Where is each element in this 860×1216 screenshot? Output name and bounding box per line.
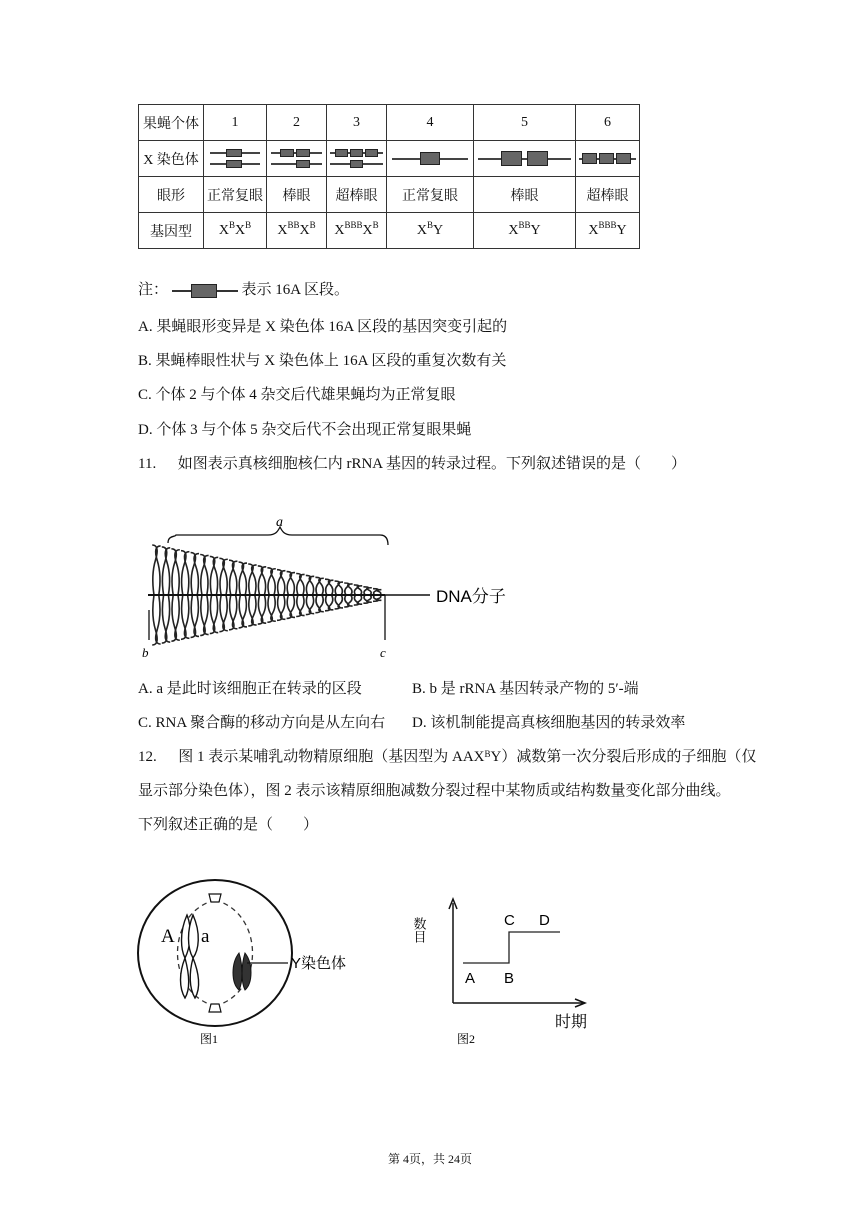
rna-fiber <box>348 595 353 606</box>
rna-fiber <box>348 584 353 595</box>
y-chromatid-right <box>242 953 251 990</box>
q12-stem-line3: 下列叙述正确的是（ ） <box>138 817 319 833</box>
q11-option-a: A. a 是此时该细胞正在转录的区段 <box>138 681 362 697</box>
genotype-cell: $X^{BB}Y$ <box>474 213 576 249</box>
x-axis-label: 时期 <box>555 1014 588 1031</box>
header-cell: 4 <box>387 105 474 141</box>
genotype-cell: $X^{BBB}Y$ <box>576 213 640 249</box>
chromosome-diagram <box>327 141 387 177</box>
dna-label: DNA分子 <box>436 587 506 606</box>
rna-fiber <box>328 595 333 610</box>
rna-fiber <box>280 571 285 595</box>
figure-2-caption: 图2 <box>457 1032 476 1046</box>
q10-option-b: B. 果蝇棒眼性状与 X 染色体上 16A 区段的重复次数有关 <box>138 353 507 369</box>
eye-shape-cell: 正常复眼 <box>387 177 474 213</box>
rna-fiber <box>319 578 324 595</box>
rna-fiber <box>223 559 228 595</box>
genotype-cell: $X^{BB}X^B$ <box>267 213 327 249</box>
header-cell: 3 <box>327 105 387 141</box>
rna-fiber <box>232 561 237 595</box>
spindle-right <box>215 900 253 1006</box>
row-label: 基因型 <box>139 213 204 249</box>
rna-fiber <box>357 586 362 595</box>
rna-fiber <box>156 595 161 644</box>
rna-fiber <box>165 595 170 642</box>
cell-figure-1 <box>135 878 370 1048</box>
chromosome-diagram <box>474 141 576 177</box>
label-b: b <box>142 645 149 660</box>
centrosome-top <box>209 894 221 902</box>
rna-fiber <box>300 574 305 595</box>
quantity-curve-figure-2 <box>411 895 615 1050</box>
q11-stem <box>138 453 686 475</box>
genotype-cell: $X^BY$ <box>387 213 474 249</box>
question-number: 11. <box>138 456 157 472</box>
q12-stem-line1: 12. 图 1 表示某哺乳动物精原细胞（基因型为 $AAX^BY$）减数第一次分裂后形成的子细胞（仅 <box>138 749 757 765</box>
genotype-cell: $X^BX^B$ <box>204 213 267 249</box>
q10-option-d: D. 个体 3 与个体 5 杂交后代不会出现正常复眼果蝇 <box>138 422 472 438</box>
figure-1-caption: 图1 <box>200 1032 219 1046</box>
eye-shape-cell: 棒眼 <box>267 177 327 213</box>
rna-fiber <box>204 555 209 595</box>
rna-fiber <box>194 554 199 595</box>
rna-fiber <box>175 550 180 595</box>
rna-fiber <box>338 595 343 608</box>
y-axis-label: 数目 <box>411 917 427 943</box>
label-a: a <box>276 515 283 530</box>
rna-fiber <box>328 580 333 595</box>
segment-legend-icon <box>172 284 238 298</box>
rna-fiber <box>271 595 276 621</box>
eye-shape-cell: 超棒眼 <box>327 177 387 213</box>
chromosome-a <box>189 915 199 998</box>
rna-fiber <box>357 595 362 604</box>
rna-fiber <box>271 569 276 595</box>
centrosome-bottom <box>209 1004 221 1012</box>
genotype-table <box>138 104 640 249</box>
chromosome-diagram <box>267 141 327 177</box>
row-label: 眼形 <box>139 177 204 213</box>
chromosome-diagram <box>387 141 474 177</box>
rna-fiber <box>309 595 314 614</box>
page-footer: 第 4页，共 24页 <box>387 1152 472 1166</box>
rna-fiber <box>213 595 218 633</box>
transcription-figure <box>140 515 530 665</box>
rna-fiber <box>232 595 237 629</box>
q11-option-b: B. b 是 rRNA 基因转录产物的 5′-端 <box>412 681 639 697</box>
rna-fiber <box>261 567 266 595</box>
eye-shape-cell: 正常复眼 <box>204 177 267 213</box>
rna-fiber <box>290 573 295 595</box>
label-c: c <box>380 645 386 660</box>
y-chromosome-label: Y染色体 <box>291 955 347 972</box>
rna-fiber <box>367 588 372 595</box>
rna-fiber <box>290 595 295 617</box>
rna-fiber <box>252 565 257 595</box>
chromosome-diagram <box>576 141 640 177</box>
rna-fiber <box>156 546 161 595</box>
point-label-C: C <box>504 912 515 929</box>
note-suffix: 表示 16A 区段。 <box>241 282 350 298</box>
table-row <box>139 177 640 213</box>
rna-fiber <box>165 548 170 595</box>
rna-fiber <box>280 595 285 619</box>
q10-option-c: C. 个体 2 与个体 4 杂交后代雄果蝇均为正常复眼 <box>138 387 456 403</box>
eye-shape-cell: 超棒眼 <box>576 177 640 213</box>
q12-stem-line2: 显示部分染色体），图 2 表示该精原细胞减数分裂过程中某物质或结构数量变化部分曲线。 <box>138 783 731 799</box>
genotype-cell: $X^{BBB}X^B$ <box>327 213 387 249</box>
point-label-D: D <box>539 912 550 929</box>
rna-fiber <box>252 595 257 625</box>
label-A: A <box>161 926 175 947</box>
rna-fiber <box>184 595 189 638</box>
q11-option-c: C. RNA 聚合酶的移动方向是从左向右 <box>138 715 386 731</box>
header-cell: 1 <box>204 105 267 141</box>
note-prefix: 注： <box>138 282 169 298</box>
rna-fiber <box>213 557 218 595</box>
rna-fiber <box>338 582 343 595</box>
eye-shape-cell: 棒眼 <box>474 177 576 213</box>
question-text: 如图表示真核细胞核仁内 rRNA 基因的转录过程。下列叙述错误的是（ ） <box>177 456 687 472</box>
rna-fiber <box>261 595 266 623</box>
table-note <box>138 279 349 301</box>
table-row <box>139 213 640 249</box>
rna-fiber <box>175 595 180 640</box>
rna-fiber <box>319 595 324 612</box>
quantity-curve <box>463 932 560 963</box>
q11-option-d: D. 该机制能提高真核细胞基因的转录效率 <box>412 715 686 731</box>
rna-fiber <box>184 552 189 595</box>
rna-fiber <box>223 595 228 631</box>
question-number: 12. <box>138 749 157 765</box>
row-label: X 染色体 <box>139 141 204 177</box>
rna-fiber <box>367 595 372 602</box>
header-cell: 5 <box>474 105 576 141</box>
table-row <box>139 141 640 177</box>
q10-option-a: A. 果蝇眼形变异是 X 染色体 16A 区段的基因突变引起的 <box>138 319 508 335</box>
rna-fiber <box>204 595 209 635</box>
rna-fiber <box>242 563 247 595</box>
y-chromatid-left <box>233 953 242 990</box>
label-a-gene: a <box>201 926 210 947</box>
header-cell: 果蝇个体 <box>139 105 204 141</box>
rna-fiber <box>242 595 247 627</box>
header-cell: 6 <box>576 105 640 141</box>
table-row <box>139 105 640 141</box>
rna-fiber <box>194 595 199 636</box>
rna-fiber <box>309 576 314 595</box>
chromosome-diagram <box>204 141 267 177</box>
rna-fiber <box>300 595 305 616</box>
header-cell: 2 <box>267 105 327 141</box>
point-label-B: B <box>504 970 515 987</box>
point-label-A: A <box>465 970 476 987</box>
